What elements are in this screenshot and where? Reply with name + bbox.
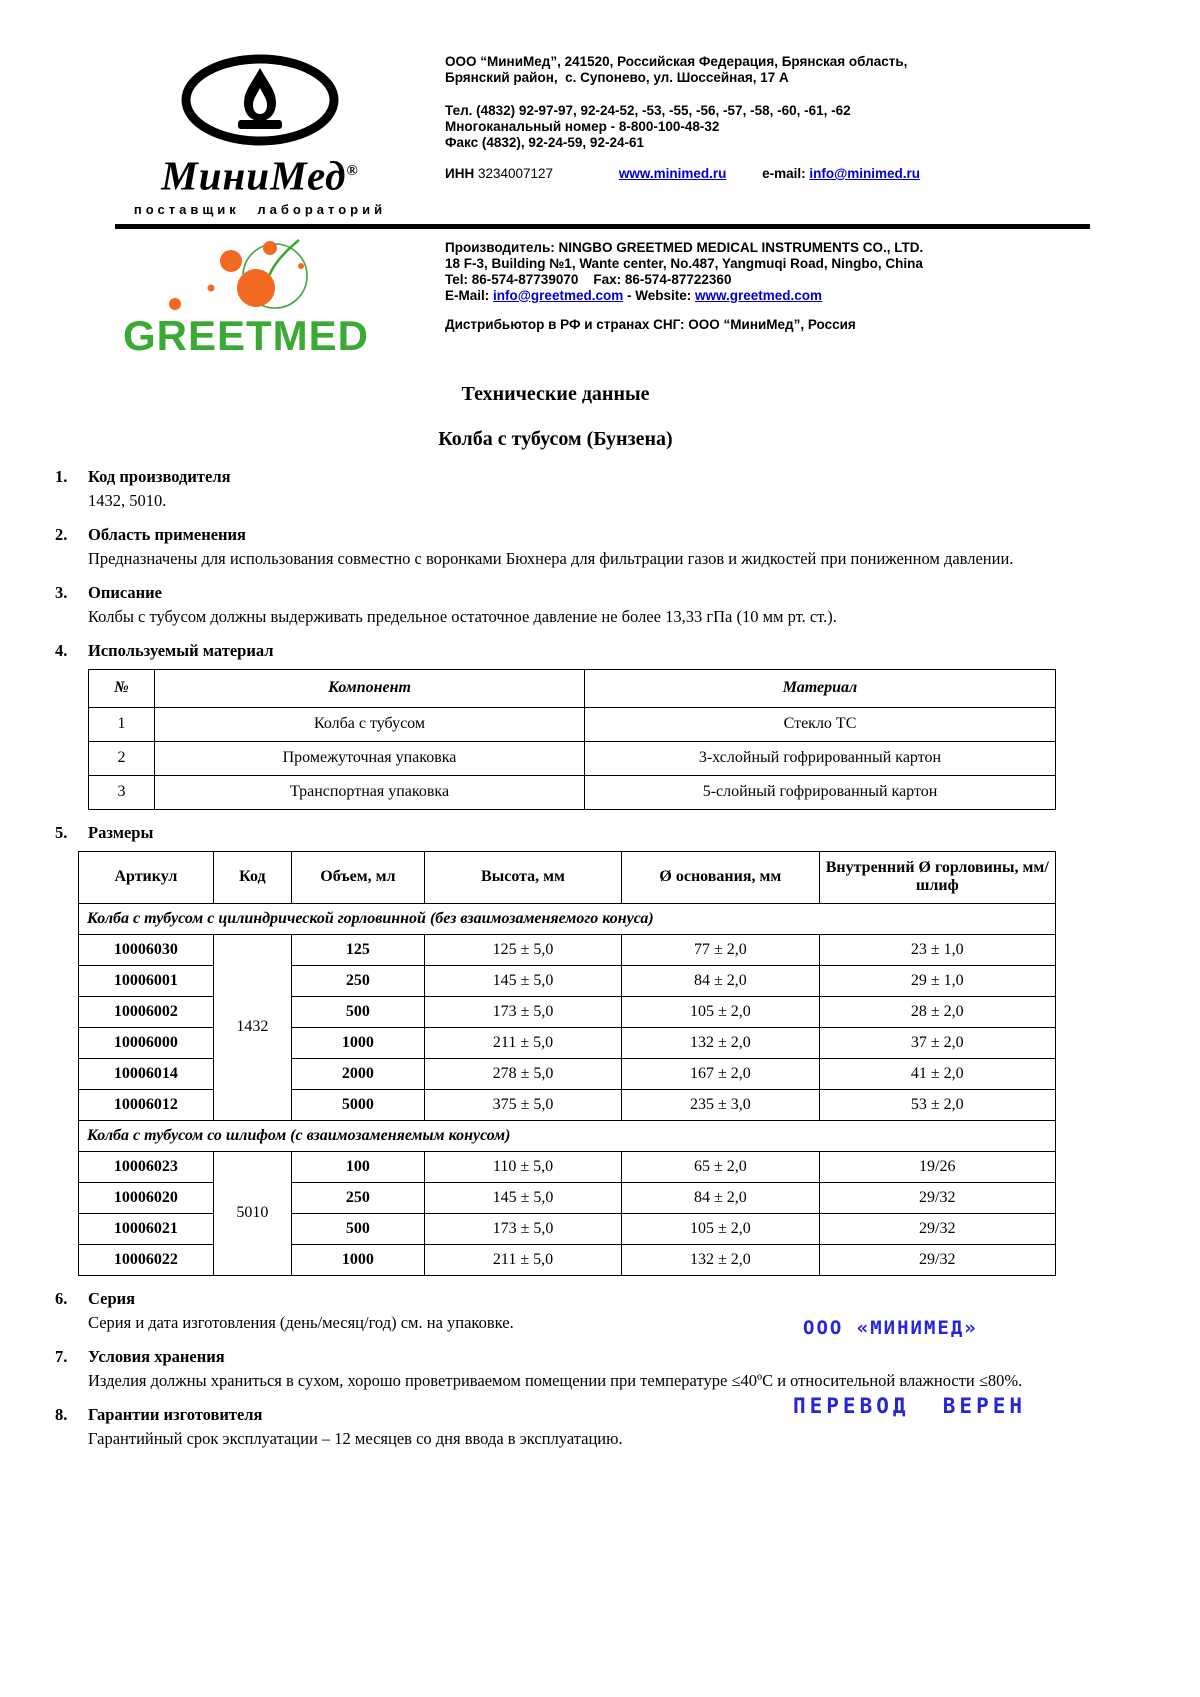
table-group-row [79, 903, 1056, 934]
table-cell: 29/32 [819, 1244, 1055, 1275]
table-cell: 125 ± 5,0 [424, 934, 621, 965]
table-cell: 10006012 [79, 1089, 214, 1120]
greetmed-contact-line [445, 288, 1090, 304]
section-manufacturer-code [55, 467, 1056, 512]
minimed-logo-tagline: поставщик лабораторий [133, 201, 387, 217]
table-cell: 65 ± 2,0 [622, 1151, 819, 1182]
table-cell: 10006002 [79, 996, 214, 1027]
section-title: Размеры [88, 822, 154, 842]
table-cell: 1000 [291, 1244, 424, 1275]
stamp-company-line: ООО «МИНИМЕД» [803, 1316, 978, 1339]
section-number: 4. [55, 640, 68, 660]
table-cell: 145 ± 5,0 [424, 1182, 621, 1213]
table-cell: 5000 [291, 1089, 424, 1120]
table-cell: 10006021 [79, 1213, 214, 1244]
table-cell: 29/32 [819, 1213, 1055, 1244]
table-cell: Транспортная упаковка [155, 775, 585, 809]
table-cell: 10006030 [79, 934, 214, 965]
table-cell-code: 1432 [213, 934, 291, 1120]
section-number: 2. [55, 524, 68, 544]
table-cell: 211 ± 5,0 [424, 1244, 621, 1275]
minimed-fax-line: Факс (4832), 92-24-59, 92-24-61 [445, 135, 644, 150]
section-title: Код производителя [88, 466, 231, 486]
minimed-website-link[interactable]: www.minimed.ru [618, 166, 727, 181]
table-cell: 37 ± 2,0 [819, 1027, 1055, 1058]
section-number: 6. [55, 1288, 68, 1308]
column-header: Объем, мл [291, 851, 424, 903]
section-title: Используемый материал [88, 640, 274, 660]
table-cell: 375 ± 5,0 [424, 1089, 621, 1120]
column-header: Артикул [79, 851, 214, 903]
minimed-multichannel-line: Многоканальный номер - 8-800-100-48-32 [445, 119, 720, 134]
table-cell: 211 ± 5,0 [424, 1027, 621, 1058]
table-cell: 10006020 [79, 1182, 214, 1213]
section-body: Серия и дата изготовления (день/месяц/год) см. на упаковке. [88, 1312, 514, 1332]
table-cell: 105 ± 2,0 [622, 1213, 819, 1244]
section-materials [55, 641, 1056, 810]
section-body: Предназначены для использования совместно с воронками Бюхнера для фильтрации газов и жидкостей при пониженном давлении. [88, 548, 1014, 568]
table-cell: 2000 [291, 1058, 424, 1089]
minimed-address-line2: Брянский район, с. Супонево, ул. Шоссейная, 17 А [445, 70, 789, 85]
minimed-logo-icon [160, 54, 360, 146]
section-warranty [55, 1405, 1056, 1450]
table-cell: 10006001 [79, 965, 214, 996]
table-cell: 3-хслойный гофрированный картон [585, 741, 1056, 775]
table-cell: 1000 [291, 1027, 424, 1058]
greetmed-telfax-line: Tel: 86-574-87739070 Fax: 86-574-87722360 [445, 271, 732, 287]
table-cell: 2 [89, 741, 155, 775]
table-cell: 29/32 [819, 1182, 1055, 1213]
dimensions-table [78, 851, 1056, 1276]
greetmed-website-link[interactable]: www.greetmed.com [695, 287, 823, 303]
table-cell: 173 ± 5,0 [424, 1213, 621, 1244]
table-cell: 173 ± 5,0 [424, 996, 621, 1027]
section-title: Условия хранения [88, 1346, 225, 1366]
minimed-phone-line: Тел. (4832) 92-97-97, 92-24-52, -53, -55, -56, -57, -58, -60, -61, -62 [445, 103, 851, 118]
greetmed-logo-icon [123, 236, 373, 314]
greetmed-logo [115, 236, 445, 357]
table-group-title: Колба с тубусом с цилиндрической горловинной (без взаимозаменяемого конуса) [79, 903, 1056, 934]
table-cell: 10006022 [79, 1244, 214, 1275]
minimed-logo [115, 54, 445, 217]
greetmed-contact-block [445, 236, 1090, 333]
table-cell: 100 [291, 1151, 424, 1182]
table-cell: 3 [89, 775, 155, 809]
document-title: Технические данные [461, 382, 650, 405]
greetmed-distributor-line: Дистрибьютор в РФ и странах СНГ: ООО “МиниМед”, Россия [445, 316, 856, 332]
table-cell: 132 ± 2,0 [622, 1244, 819, 1275]
section-number: 7. [55, 1346, 68, 1366]
document-subtitle: Колба с тубусом (Бунзена) [438, 427, 673, 450]
table-cell: 29 ± 1,0 [819, 965, 1055, 996]
section-number: 3. [55, 582, 68, 602]
table-row [89, 741, 1056, 775]
table-row [79, 934, 1056, 965]
table-cell: 84 ± 2,0 [622, 1182, 819, 1213]
section-dimensions [55, 823, 1056, 1276]
table-cell: 28 ± 2,0 [819, 996, 1055, 1027]
table-header-row [79, 851, 1056, 903]
table-cell: 500 [291, 1213, 424, 1244]
greetmed-email-label: E-Mail: [445, 287, 490, 303]
material-table [88, 669, 1056, 810]
table-header-row [89, 669, 1056, 707]
table-cell: 10006014 [79, 1058, 214, 1089]
table-cell: 250 [291, 965, 424, 996]
section-storage-conditions [55, 1347, 1056, 1392]
header [0, 0, 1200, 357]
section-body: Изделия должны храниться в сухом, хорошо проветриваемом помещении при температуре ≤40ºС и относительной влажности ≤80%. [88, 1370, 1023, 1390]
header-divider [115, 224, 1090, 229]
greetmed-producer-line: Производитель: NINGBO GREETMED MEDICAL INSTRUMENTS CO., LTD. [445, 239, 924, 255]
minimed-logo-text: МиниМед [161, 152, 347, 199]
section-number: 8. [55, 1404, 68, 1424]
section-body: Колбы с тубусом должны выдерживать предельное остаточное давление не более 13,33 гПа (10 мм рт. ст.). [88, 606, 837, 626]
greetmed-header-row [115, 236, 1090, 357]
minimed-logo-name [115, 151, 405, 199]
table-cell: 77 ± 2,0 [622, 934, 819, 965]
table-cell: 235 ± 3,0 [622, 1089, 819, 1120]
table-cell: 23 ± 1,0 [819, 934, 1055, 965]
greetmed-address-line: 18 F-3, Building №1, Wante center, No.487, Yangmuqi Road, Ningbo, China [445, 255, 923, 271]
table-row [89, 707, 1056, 741]
column-header: Высота, мм [424, 851, 621, 903]
table-cell: 500 [291, 996, 424, 1027]
column-header: Код [213, 851, 291, 903]
table-cell: Колба с тубусом [155, 707, 585, 741]
stamp-verified-line: ПЕРЕВОД ВЕРЕН [793, 1393, 1027, 1418]
table-cell: 167 ± 2,0 [622, 1058, 819, 1089]
table-group-row [79, 1120, 1056, 1151]
section-title: Гарантии изготовителя [88, 1404, 263, 1424]
section-title: Описание [88, 582, 162, 602]
table-row [79, 1151, 1056, 1182]
table-cell: 5-слойный гофрированный картон [585, 775, 1056, 809]
table-cell: 10006023 [79, 1151, 214, 1182]
table-cell: 1 [89, 707, 155, 741]
table-cell: 278 ± 5,0 [424, 1058, 621, 1089]
section-application-area [55, 525, 1056, 570]
table-cell: Стекло ТС [585, 707, 1056, 741]
table-cell: 250 [291, 1182, 424, 1213]
table-cell: 10006000 [79, 1027, 214, 1058]
table-cell: 19/26 [819, 1151, 1055, 1182]
minimed-contact-block [445, 54, 1090, 182]
table-cell: 41 ± 2,0 [819, 1058, 1055, 1089]
table-cell: 105 ± 2,0 [622, 996, 819, 1027]
greetmed-email-link[interactable]: info@greetmed.com [493, 287, 624, 303]
column-header: Внутренний Ø горловины, мм/шлиф [819, 851, 1055, 903]
greetmed-logo-name: GREETMED [123, 311, 370, 359]
column-header: Ø основания, мм [622, 851, 819, 903]
minimed-email-label: e-mail: [762, 166, 806, 181]
registered-mark-icon: ® [346, 163, 359, 179]
section-title: Область применения [88, 524, 246, 544]
column-header: Компонент [155, 669, 585, 707]
column-header: Материал [585, 669, 1056, 707]
minimed-header-row [115, 54, 1090, 217]
sections [55, 467, 1056, 1450]
table-cell: 110 ± 5,0 [424, 1151, 621, 1182]
table-group-title: Колба с тубусом со шлифом (с взаимозаменяемым конусом) [79, 1120, 1056, 1151]
minimed-inn-value: 3234007127 [477, 166, 554, 181]
minimed-address-line1: ООО “МиниМед”, 241520, Российская Федерация, Брянская область, [445, 54, 908, 69]
section-body: 1432, 5010. [88, 490, 167, 510]
section-number: 5. [55, 822, 68, 842]
minimed-inn-label: ИНН [445, 166, 475, 181]
table-cell: 132 ± 2,0 [622, 1027, 819, 1058]
greetmed-website-label: - Website: [626, 287, 692, 303]
table-cell: Промежуточная упаковка [155, 741, 585, 775]
section-description [55, 583, 1056, 628]
section-body: Гарантийный срок эксплуатации – 12 месяцев со дня ввода в эксплуатацию. [88, 1428, 623, 1448]
column-header: № [89, 669, 155, 707]
table-row [89, 775, 1056, 809]
table-cell: 145 ± 5,0 [424, 965, 621, 996]
minimed-email-link[interactable]: info@minimed.ru [809, 166, 921, 181]
table-cell-code: 5010 [213, 1151, 291, 1275]
section-title: Серия [88, 1288, 136, 1308]
table-cell: 84 ± 2,0 [622, 965, 819, 996]
table-cell: 53 ± 2,0 [819, 1089, 1055, 1120]
section-number: 1. [55, 466, 68, 486]
table-cell: 125 [291, 934, 424, 965]
